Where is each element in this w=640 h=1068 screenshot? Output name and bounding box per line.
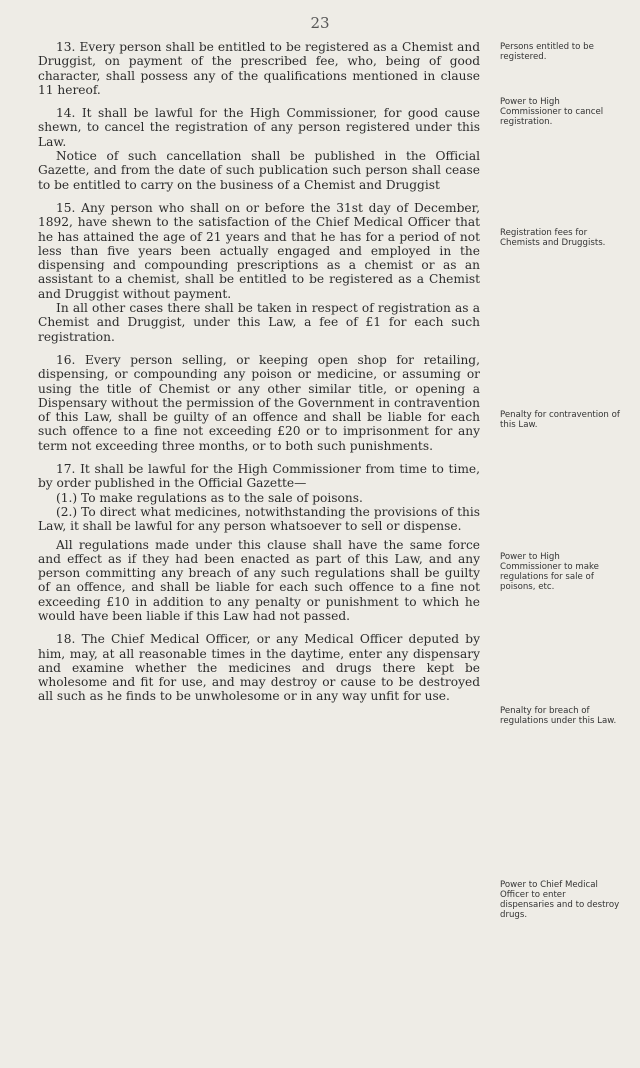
body-text: [38, 40, 480, 713]
margin-note: Registration fees for Chemists and Druggists.: [500, 228, 606, 248]
paragraph: In all other cases there shall be taken in respect of registration as a Chemist and Druggist, under this Law, a fee of £1 for each such registration.: [38, 301, 480, 344]
section-13: [38, 40, 480, 97]
paragraph: Notice of such cancellation shall be published in the Official Gazette, and from the date of such publication such person shall cease to be entitled to carry on the business of a Chemist and Druggist: [38, 149, 480, 192]
paragraph: 16. Every person selling, or keeping open shop for retailing, dispensing, or compounding any poison or medicine, or assuming or using the title of Chemist or any other similar title, or opening a Dispensary without the permission of the Government in contravention of this Law, shall be guilty of an offence and shall be liable for each such offence to a fine not exceeding £20 or to imprisonment for any term not exceeding three months, or to both such punishments.: [38, 352, 480, 453]
margin-note: Penalty for breach of regulations under this Law.: [500, 706, 617, 726]
margin-note: Penalty for contravention of this Law.: [500, 410, 620, 430]
section-17: [38, 462, 480, 533]
paragraph: All regulations made under this clause shall have the same force and effect as if they had been enacted as part of this Law, and any person committing any breach of any such regulations shall be guilty of an offence, and shall be liable for each such offence to a fine not exceeding £10 in addition to any penalty or punishment to which he would have been liable if this Law had not passed.: [38, 537, 480, 623]
paragraph: 13. Every person shall be entitled to be registered as a Chemist and Druggist, on payment of the prescribed fee, who, being of good character, shall possess any of the qualifications mentioned in clause 11 hereof.: [38, 40, 480, 97]
page-number: 23: [310, 14, 330, 32]
margin-note: Persons entitled to be registered.: [500, 42, 594, 62]
section-17-regulations: [38, 538, 480, 624]
paragraph: 17. It shall be lawful for the High Commissioner from time to time, by order published in the Official Gazette—: [38, 462, 480, 491]
paragraph: 15. Any person who shall on or before the 31st day of December, 1892, have shewn to the satisfaction of the Chief Medical Officer that he has attained the age of 21 years and that he has for a period of not less than five years been actually engaged and employed in the dispensing and compounding prescriptions as a chemist or as an assistant to a chemist, shall be entitled to be registered as a Chemist and Druggist without payment.: [38, 200, 480, 301]
section-18: [38, 632, 480, 703]
margin-note: Power to High Commissioner to cancel registration.: [500, 97, 604, 127]
margin-note: Power to Chief Medical Officer to enter dispensaries and to destroy drugs.: [500, 880, 620, 920]
paragraph: (1.) To make regulations as to the sale of poisons.: [56, 490, 363, 505]
margin-note: Power to High Commissioner to make regulations for sale of poisons, etc.: [500, 552, 599, 592]
section-16: [38, 353, 480, 453]
paragraph: (2.) To direct what medicines, notwithstanding the provisions of this Law, it shall be lawful for any person whatsoever to sell or dispense.: [38, 504, 480, 534]
section-15: [38, 201, 480, 344]
section-14: [38, 106, 480, 192]
paragraph: 14. It shall be lawful for the High Commissioner, for good cause shewn, to cancel the registration of any person registered under this Law.: [38, 106, 480, 149]
paragraph: 18. The Chief Medical Officer, or any Medical Officer deputed by him, may, at all reasonable times in the daytime, enter any dispensary and examine whether the medicines and drugs there kept be wholesome and fit for use, and may destroy or cause to be destroyed all such as he finds to be unwholesome or in any way unfit for use.: [38, 632, 480, 704]
